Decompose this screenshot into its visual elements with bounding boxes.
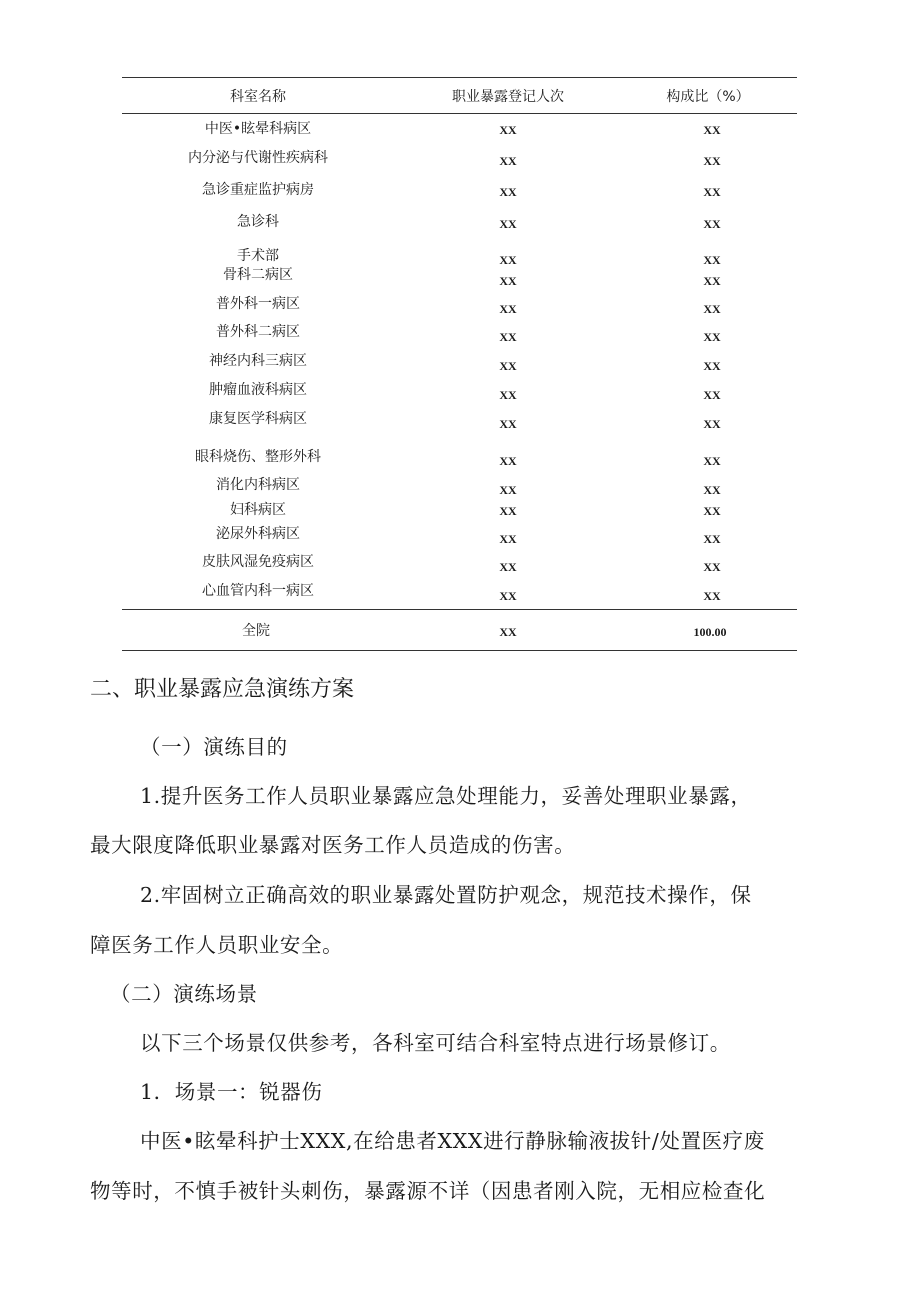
scene-1-line-1: 中医•眩晕科护士XXX,在给患者XXX进行静脉输液拔针/处置医疗废	[140, 1129, 765, 1153]
row-dept-name: 手术部	[237, 248, 279, 264]
total-count: XX	[499, 625, 517, 639]
table-bottom-rule	[122, 650, 797, 651]
purpose-item-2-line-2: 障医务工作人员职业安全。	[90, 933, 344, 957]
row-ratio: XX	[703, 253, 721, 267]
table-top-rule	[122, 77, 797, 78]
row-dept-name: 皮肤风湿免疫病区	[202, 554, 314, 570]
total-ratio: 100.00	[693, 625, 727, 639]
row-exposure-count: XX	[499, 302, 517, 316]
row-dept-name: 泌尿外科病区	[216, 526, 300, 542]
row-ratio: XX	[703, 185, 721, 199]
row-ratio: XX	[703, 560, 721, 574]
row-exposure-count: XX	[499, 217, 517, 231]
row-exposure-count: XX	[499, 483, 517, 497]
scene-1-line-2: 物等时，不慎手被针头刺伤，暴露源不详（因患者刚入院，无相应检查化	[90, 1179, 766, 1203]
row-exposure-count: XX	[499, 253, 517, 267]
row-exposure-count: XX	[499, 388, 517, 402]
row-dept-name: 普外科二病区	[216, 324, 300, 340]
row-exposure-count: XX	[499, 359, 517, 373]
row-exposure-count: XX	[499, 532, 517, 546]
row-ratio: XX	[703, 359, 721, 373]
header-dept-name: 科室名称	[230, 89, 286, 105]
row-exposure-count: XX	[499, 589, 517, 603]
row-dept-name: 急诊重症监护病房	[202, 182, 314, 198]
row-exposure-count: XX	[499, 185, 517, 199]
row-ratio: XX	[703, 504, 721, 518]
row-dept-name: 急诊科	[237, 214, 279, 230]
row-dept-name: 康复医学科病区	[209, 411, 307, 427]
row-ratio: XX	[703, 154, 721, 168]
row-ratio: XX	[703, 217, 721, 231]
row-ratio: XX	[703, 388, 721, 402]
purpose-item-1-line-1: 1.提升医务工作人员职业暴露应急处理能力，妥善处理职业暴露，	[140, 784, 752, 808]
row-exposure-count: XX	[499, 417, 517, 431]
scene-1-title: 1．场景一：锐器伤	[140, 1080, 323, 1104]
table-header-rule	[122, 113, 797, 114]
purpose-item-1-line-2: 最大限度降低职业暴露对医务工作人员造成的伤害。	[90, 833, 576, 857]
row-ratio: XX	[703, 589, 721, 603]
header-exposure-count: 职业暴露登记人次	[452, 89, 564, 105]
row-ratio: XX	[703, 274, 721, 288]
row-exposure-count: XX	[499, 504, 517, 518]
row-exposure-count: XX	[499, 454, 517, 468]
row-ratio: XX	[703, 532, 721, 546]
scenario-intro: 以下三个场景仅供参考，各科室可结合科室特点进行场景修订。	[140, 1031, 731, 1055]
row-ratio: XX	[703, 302, 721, 316]
subheading-scenario: （二）演练场景	[110, 982, 258, 1006]
purpose-item-2-line-1: 2.牢固树立正确高效的职业暴露处置防护观念，规范技术操作，保	[140, 883, 752, 907]
row-dept-name: 骨科二病区	[223, 267, 293, 283]
row-dept-name: 肿瘤血液科病区	[209, 382, 307, 398]
row-dept-name: 眼科烧伤、整形外科	[195, 449, 321, 465]
row-exposure-count: XX	[499, 274, 517, 288]
row-dept-name: 妇科病区	[230, 502, 286, 518]
row-exposure-count: XX	[499, 330, 517, 344]
subheading-purpose: （一）演练目的	[140, 735, 288, 759]
row-ratio: XX	[703, 483, 721, 497]
row-dept-name: 心血管内科一病区	[202, 583, 314, 599]
row-dept-name: 神经内科三病区	[209, 353, 307, 369]
row-dept-name: 消化内科病区	[216, 477, 300, 493]
row-dept-name: 普外科一病区	[216, 296, 300, 312]
header-ratio: 构成比（%）	[666, 89, 750, 105]
row-ratio: XX	[703, 417, 721, 431]
row-dept-name: 中医•眩晕科病区	[204, 121, 312, 137]
total-dept: 全院	[242, 623, 270, 639]
row-ratio: XX	[703, 123, 721, 137]
table-total-rule	[122, 609, 797, 610]
row-ratio: XX	[703, 454, 721, 468]
row-ratio: XX	[703, 330, 721, 344]
row-exposure-count: XX	[499, 560, 517, 574]
row-exposure-count: XX	[499, 123, 517, 137]
row-exposure-count: XX	[499, 154, 517, 168]
row-dept-name: 内分泌与代谢性疾病科	[188, 150, 328, 166]
section-heading: 二、职业暴露应急演练方案	[90, 677, 355, 702]
